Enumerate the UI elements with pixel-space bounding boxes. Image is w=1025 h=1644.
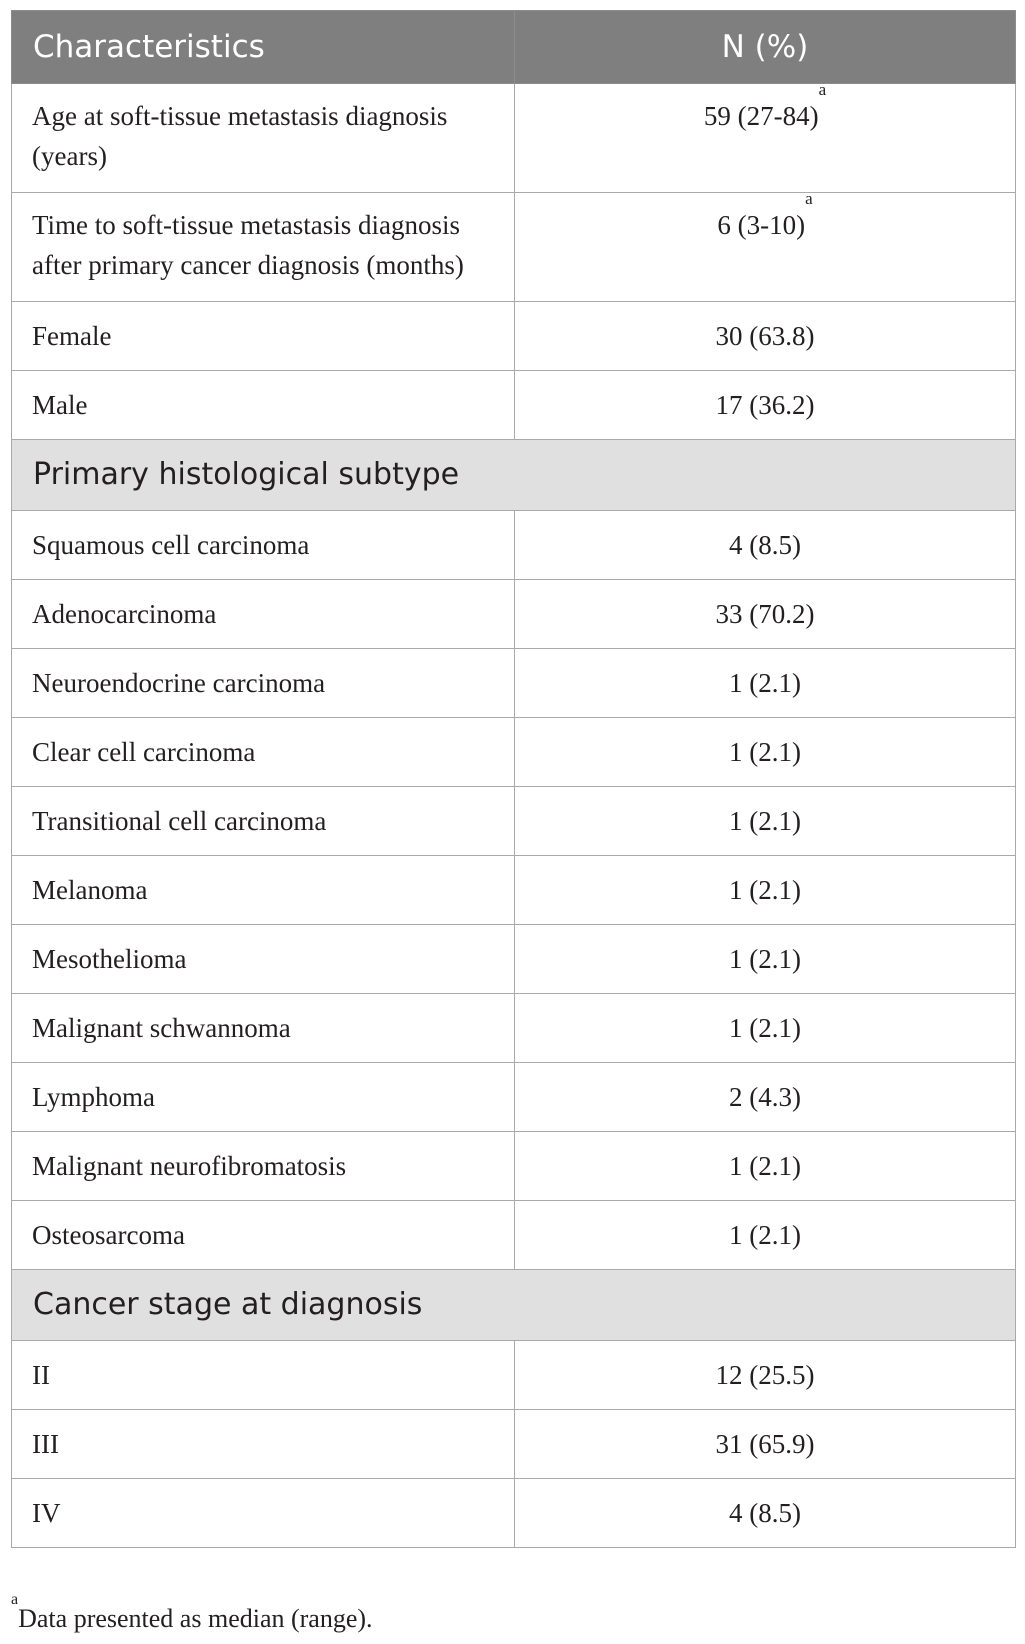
section-row-stage: [12, 1270, 1016, 1341]
row-label: Squamous cell carcinoma: [12, 511, 515, 580]
row-label: IV: [12, 1479, 515, 1548]
row-value: 31 (65.9): [515, 1410, 1016, 1479]
table-row: [12, 1063, 1016, 1132]
row-value: 1 (2.1): [515, 649, 1016, 718]
section-row-histology: [12, 440, 1016, 511]
table-row: [12, 511, 1016, 580]
footnote-marker: a: [818, 80, 827, 99]
table-row: [12, 1341, 1016, 1410]
row-label: Male: [12, 371, 515, 440]
footnote-text: Data presented as median (range).: [18, 1604, 373, 1633]
table-row: [12, 1201, 1016, 1270]
header-characteristics: Characteristics: [12, 11, 515, 84]
row-value: 1 (2.1): [515, 925, 1016, 994]
row-label: III: [12, 1410, 515, 1479]
row-value: 4 (8.5): [515, 511, 1016, 580]
row-label: Malignant schwannoma: [12, 994, 515, 1063]
characteristics-table-container: [11, 10, 1015, 1548]
row-label: Adenocarcinoma: [12, 580, 515, 649]
value-text: 6 (3-10): [717, 210, 806, 240]
table-row: [12, 649, 1016, 718]
row-label: Time to soft-tissue metastasis diagnosis after primary cancer diagnosis (months): [12, 193, 515, 302]
row-label: Malignant neurofibromatosis: [12, 1132, 515, 1201]
table-row: [12, 718, 1016, 787]
row-value: 1 (2.1): [515, 856, 1016, 925]
row-label: II: [12, 1341, 515, 1410]
row-value: 1 (2.1): [515, 718, 1016, 787]
row-label: Osteosarcoma: [12, 1201, 515, 1270]
row-label: Female: [12, 302, 515, 371]
row-label: Melanoma: [12, 856, 515, 925]
table-row: [12, 580, 1016, 649]
row-label: Transitional cell carcinoma: [12, 787, 515, 856]
row-label: Age at soft-tissue metastasis diagnosis (years): [12, 84, 515, 193]
table-row: [12, 193, 1016, 302]
header-n-percent: N (%): [515, 11, 1016, 84]
row-value: 12 (25.5): [515, 1341, 1016, 1410]
table-row: [12, 787, 1016, 856]
row-value: 4 (8.5): [515, 1479, 1016, 1548]
table-row: [12, 1410, 1016, 1479]
row-value: 33 (70.2): [515, 580, 1016, 649]
table-row: [12, 856, 1016, 925]
table-row: [12, 302, 1016, 371]
table-footnote: [11, 1591, 373, 1634]
row-label: Neuroendocrine carcinoma: [12, 649, 515, 718]
row-value: 1 (2.1): [515, 787, 1016, 856]
row-label: Lymphoma: [12, 1063, 515, 1132]
row-value: 1 (2.1): [515, 1132, 1016, 1201]
table-row: [12, 371, 1016, 440]
table-header-row: [12, 11, 1016, 84]
row-value: 1 (2.1): [515, 994, 1016, 1063]
footnote-marker: a: [11, 1591, 19, 1608]
row-value: [515, 80, 1016, 193]
footnote-marker: a: [805, 189, 813, 208]
row-value: 17 (36.2): [515, 371, 1016, 440]
table-row: [12, 994, 1016, 1063]
row-value: 2 (4.3): [515, 1063, 1016, 1132]
table-row: [12, 925, 1016, 994]
row-label: Mesothelioma: [12, 925, 515, 994]
row-value: 30 (63.8): [515, 302, 1016, 371]
table-row: [12, 84, 1016, 193]
section-title: Cancer stage at diagnosis: [12, 1270, 1016, 1341]
row-label: Clear cell carcinoma: [12, 718, 515, 787]
table-row: [12, 1479, 1016, 1548]
table-row: [12, 1132, 1016, 1201]
value-text: 59 (27-84): [703, 101, 819, 131]
section-title: Primary histological subtype: [12, 440, 1016, 511]
characteristics-table: [11, 10, 1016, 1548]
row-value: [515, 189, 1016, 302]
row-value: 1 (2.1): [515, 1201, 1016, 1270]
